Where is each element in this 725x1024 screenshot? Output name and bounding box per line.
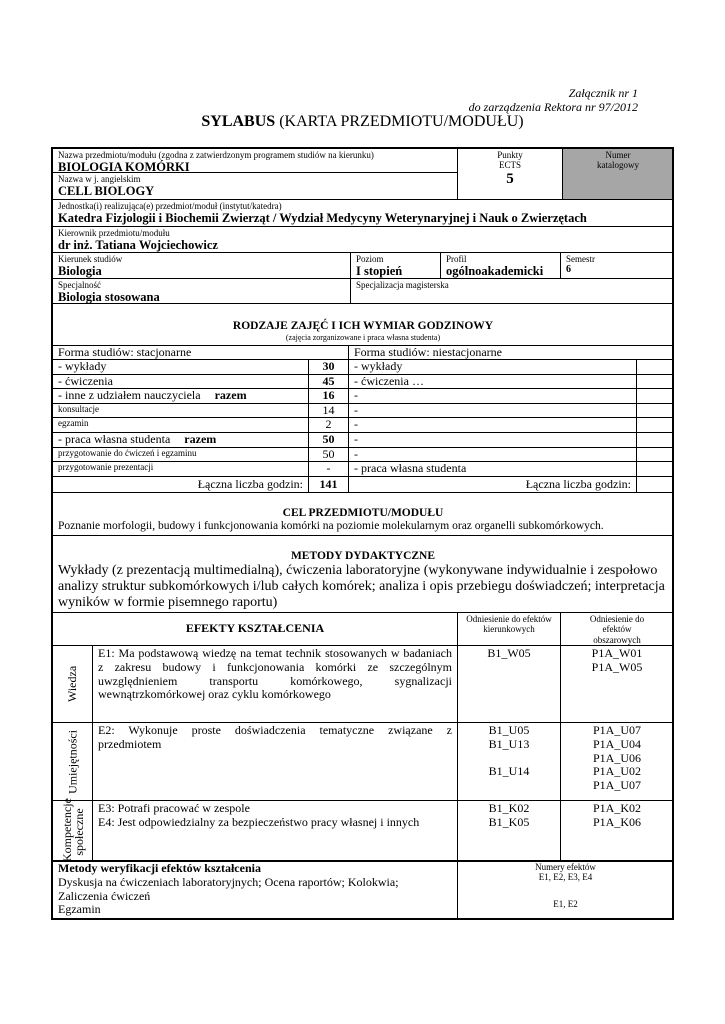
catalog-label: Numer xyxy=(605,150,631,160)
verification-title: Metody weryfikacji efektów kształcenia xyxy=(58,861,261,875)
hours-row-part-time: - xyxy=(348,432,637,448)
hours-row-label-text: - praca własna studenta xyxy=(58,432,171,446)
hours-row-value: 45 xyxy=(308,374,349,389)
outcome-description: E3: Potrafi pracować w zespole xyxy=(98,801,250,815)
catalog-number-cell xyxy=(562,148,674,200)
verification-numbers-1: E1, E2, E3, E4 xyxy=(538,872,593,883)
english-name-label: Nazwa w j. angielskim xyxy=(58,174,141,184)
outcome-category-cell xyxy=(52,800,93,862)
hours-row-value: 30 xyxy=(308,359,349,375)
catalog-label-2: katalogowy xyxy=(597,160,639,171)
ects-label-2: ECTS xyxy=(498,160,521,171)
hours-row-value: - xyxy=(308,461,349,477)
hours-row-part-time-value xyxy=(636,359,674,375)
hours-row-part-time-value xyxy=(636,374,674,389)
outcome-description: E1: Ma podstawową wiedzę na temat technik stosowanych w badaniach z zakresu budowy i funkcjonowania komórki ze szczególnym uwzględnieniem transportu komórkowego, sygnalizacji wewnątrzkomórkowej oraz cyklu komórkowego xyxy=(98,646,452,702)
ects-label: Punkty xyxy=(497,150,523,160)
specialty-cell xyxy=(52,278,351,304)
outcome-description-cell xyxy=(92,800,458,862)
goal-title: CEL PRZEDMIOTU/MODUŁU xyxy=(282,507,444,519)
verification-line-3: Egzamin xyxy=(58,902,101,917)
hours-row-part-time: - praca własna studenta xyxy=(348,461,637,477)
level-cell xyxy=(350,252,441,279)
profile-label: Profil xyxy=(446,254,467,264)
hours-row-label-text: - inne z udziałem nauczyciela xyxy=(58,388,201,402)
hours-heading-cell xyxy=(52,303,674,346)
field-cell xyxy=(52,252,351,279)
level-value: I stopień xyxy=(356,264,403,279)
hours-row-part-time-value xyxy=(636,461,674,477)
ects-value: 5 xyxy=(506,170,514,187)
hours-row-label xyxy=(52,359,309,375)
hours-row-label xyxy=(52,432,309,448)
hours-title: RODZAJE ZAJĘĆ I ICH WYMIAR GODZINOWY xyxy=(232,320,494,332)
semester-label: Semestr xyxy=(566,254,595,264)
specialty-label: Specjalność xyxy=(58,280,101,290)
hours-row-value: 50 xyxy=(308,447,349,462)
outcome-field-reference: B1_K02 B1_K05 xyxy=(457,800,561,862)
hours-row-label xyxy=(52,447,309,462)
english-name-cell xyxy=(52,172,458,200)
outcomes-field-column-header: Odniesienie do efektów kierunkowych xyxy=(457,612,561,646)
hours-row-part-time: - xyxy=(348,403,637,418)
profile-cell xyxy=(440,252,561,279)
master-specialization-label: Specjalizacja magisterska xyxy=(356,280,449,290)
outcome-area-reference: P1A_W01 P1A_W05 xyxy=(560,645,674,723)
hours-row-label-text: przygotowanie do ćwiczeń i egzaminu xyxy=(58,448,197,458)
outcome-description-cell xyxy=(92,645,458,723)
hours-row-value: 14 xyxy=(308,403,349,418)
hours-row-part-time-value xyxy=(636,388,674,404)
didactic-methods-cell xyxy=(52,535,674,613)
hours-row-label xyxy=(52,461,309,477)
hours-row-part-time: - ćwiczenia … xyxy=(348,374,637,389)
total-hours-value: 141 xyxy=(308,476,349,493)
outcome-field-reference: B1_U05 B1_U13 B1_U14 xyxy=(457,722,561,801)
outcome-area-reference: P1A_K02 P1A_K06 xyxy=(560,800,674,862)
hours-row-value: 50 xyxy=(308,432,349,448)
hours-row-label-text: - ćwiczenia xyxy=(58,374,113,388)
hours-subtitle: (zajęcia zorganizowane i praca własna studenta) xyxy=(285,333,441,343)
total-hours-part-label: Łączna liczba godzin: xyxy=(348,476,637,493)
english-name-value: CELL BIOLOGY xyxy=(58,184,155,199)
field-label: Kierunek studiów xyxy=(58,254,123,264)
verification-line-2: Zaliczenia ćwiczeń xyxy=(58,888,151,903)
outcome-category-label: Kompetencje społeczne xyxy=(60,798,86,862)
hours-row-part-time: - xyxy=(348,417,637,433)
coordinator-value: dr inż. Tatiana Wojciechowicz xyxy=(58,238,218,253)
outcome-category-cell xyxy=(52,722,93,801)
subject-name-cell xyxy=(52,148,458,173)
hours-row-label-text: konsultacje xyxy=(58,404,99,414)
page-title xyxy=(0,113,725,131)
hours-row-label xyxy=(52,403,309,418)
hours-row-label xyxy=(52,417,309,433)
hours-row-part-time: - xyxy=(348,388,637,404)
hours-row-label xyxy=(52,388,309,404)
outcome-category-cell xyxy=(52,645,93,723)
subject-name-value: BIOLOGIA KOMÓRKI xyxy=(58,160,190,175)
total-hours-label: Łączna liczba godzin: xyxy=(52,476,309,493)
hours-row-label xyxy=(52,374,309,389)
verification-cell xyxy=(52,860,458,920)
goal-text: Poznanie morfologii, budowy i funkcjonowania komórki na poziomie molekularnym oraz organelli subkomórkowych. xyxy=(58,520,604,533)
title-bold: SYLABUS xyxy=(201,113,276,130)
full-time-header: Forma studiów: stacjonarne xyxy=(52,345,349,360)
outcome-field-reference: B1_W05 xyxy=(457,645,561,723)
goal-cell xyxy=(52,492,674,536)
hours-row-part-time: - xyxy=(348,447,637,462)
outcome-description: E2: Wykonuje proste doświadczenia tematyczne związane z przedmiotem xyxy=(98,723,452,751)
outcome-description: E4: Jest odpowiedzialny za bezpieczeństwo pracy własnej i innych xyxy=(98,814,420,829)
hours-row-label-text: egzamin xyxy=(58,418,89,428)
outcome-category-label: Wiedza xyxy=(65,665,80,702)
hours-row-label-text: - wykłady xyxy=(58,359,107,373)
didactic-methods-title: METODY DYDAKTYCZNE xyxy=(290,550,436,562)
unit-label: Jednostka(i) realizująca(e) przedmiot/moduł (instytut/katedra) xyxy=(58,201,282,211)
level-label: Poziom xyxy=(356,254,384,264)
part-time-header: Forma studiów: niestacjonarne xyxy=(348,345,674,360)
hours-row-value: 16 xyxy=(308,388,349,404)
hours-row-part-time-value xyxy=(636,447,674,462)
hours-row-value: 2 xyxy=(308,417,349,433)
verification-numbers-2: E1, E2 xyxy=(553,898,578,909)
annex-label: Załącznik nr 1 xyxy=(568,86,638,100)
hours-row-part-time-value xyxy=(636,432,674,448)
hours-row-part-time-value xyxy=(636,403,674,418)
outcome-category-label: Umiejętności xyxy=(65,729,80,794)
document-header-note xyxy=(469,86,638,115)
profile-value: ogólnoakademicki xyxy=(446,264,544,279)
total-hours-part-value xyxy=(636,476,674,493)
outcome-description-cell xyxy=(92,722,458,801)
verification-numbers-label: Numery efektów xyxy=(535,862,596,872)
didactic-methods-text: Wykłady (z prezentacją multimedialną), ćwiczenia laboratoryjne (wykonywane indywidualnie i zespołowo analizy struktur subkomórkowych i/lub całych komórek; analiza i opis przebiegu doświadczeń; interpretacja wyników w formie pisemnego raportu) xyxy=(58,563,665,611)
ects-cell xyxy=(457,148,563,200)
semester-cell xyxy=(560,252,674,279)
field-value: Biologia xyxy=(58,264,102,279)
outcomes-area-column-header: Odniesienie do efektów obszarowych xyxy=(560,612,674,646)
hours-row-part-time-value xyxy=(636,417,674,433)
coordinator-label: Kierownik przedmiotu/modułu xyxy=(58,228,170,238)
hours-row-part-time: - wykłady xyxy=(348,359,637,375)
hours-row-label-text: przygotowanie prezentacji xyxy=(58,462,154,472)
title-rest: (KARTA PRZEDMIOTU/MODUŁU) xyxy=(275,113,524,130)
outcomes-title: EFEKTY KSZTAŁCENIA xyxy=(52,612,458,646)
outcome-area-reference: P1A_U07 P1A_U04 P1A_U06 P1A_U02 P1A_U07 xyxy=(560,722,674,801)
hours-row-total-marker: razem xyxy=(214,388,247,402)
subject-name-label: Nazwa przedmiotu/modułu (zgodna z zatwierdzonym programem studiów na kierunku) xyxy=(58,150,374,160)
verification-numbers-cell xyxy=(457,860,674,920)
master-specialization-cell xyxy=(350,278,674,304)
unit-value: Katedra Fizjologii i Biochemii Zwierząt / Wydział Medycyny Weterynaryjnej i Nauk o Zwierzętach xyxy=(58,211,587,226)
verification-line-1: Dyskusja na ćwiczeniach laboratoryjnych; Ocena raportów; Kolokwia; xyxy=(58,874,399,889)
specialty-value: Biologia stosowana xyxy=(58,290,160,305)
decree-label: do zarządzenia Rektora nr 97/2012 xyxy=(468,100,638,115)
coordinator-cell xyxy=(52,226,674,253)
unit-cell xyxy=(52,199,674,227)
semester-value: 6 xyxy=(566,264,571,276)
hours-row-total-marker: razem xyxy=(184,432,217,446)
